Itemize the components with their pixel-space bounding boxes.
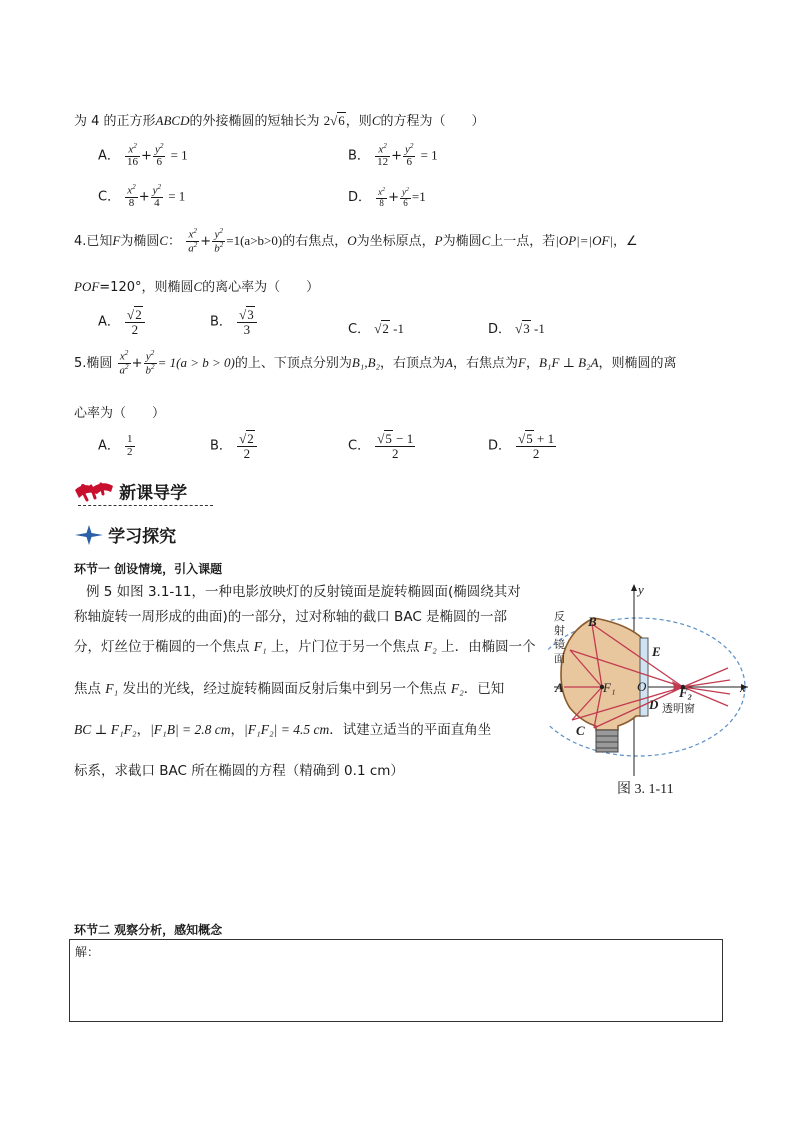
label-e: E [652, 644, 661, 659]
example-line1: 例 5 如图 3.1-11，一种电影放映灯的反射镜面是旋转椭圆面(椭圆绕其对 [86, 584, 521, 600]
q4-option-c[interactable]: C． √2 -1 [348, 321, 404, 337]
q5-option-d[interactable]: D． $\frac{√5 + 1}{2}$ [488, 431, 555, 461]
example-line2: 称轴旋转一周形成的曲面)的一部分，过对称轴的截口 BAC 是椭圆的一部 [74, 609, 508, 625]
q5-option-c[interactable]: C． $\frac{√5 - 1}{2}$ [348, 431, 414, 461]
lamp-body [561, 618, 644, 730]
answer-label: 解： [75, 945, 100, 959]
q3-option-c[interactable]: C． $\frac{x^2}{8}$ + $\frac{y^2}{4}$ = 1 [98, 183, 186, 210]
q3-option-a[interactable]: A． $\frac{x^2}{16}$ + $\frac{y^2}{6}$ = 1 [98, 142, 188, 169]
q5-stem-line2: 心率为（ ） [74, 406, 166, 421]
label-o: O [637, 679, 647, 694]
example-line6: 标系，求截口 BAC 所在椭圆的方程（精确到 0.1 cm） [74, 763, 404, 779]
label-mirror-4: 面 [554, 652, 565, 665]
brush-logo-icon [73, 478, 115, 504]
label-mirror-2: 射 [554, 624, 565, 637]
label-y: y [638, 582, 644, 597]
new-lesson-heading: 新课导学 [73, 478, 187, 504]
lamp-base [596, 730, 618, 752]
q3-option-d[interactable]: D． $\frac{x^2}{8}$ + $\frac{y^2}{6}$ =1 [348, 187, 426, 208]
q4-stem-line1: 4.已知F为椭圆C： $\frac{x^2}{a^2}$ + $\frac{y^2}{b^2}$ =1(a>b>0)的右焦点，O为坐标原点，P为椭圆C上一点，若|OP|=|OF|，∠ [74, 227, 638, 255]
q3-stem: 为 4 的正方形ABCD的外接椭圆的短轴长为 2√6，则C的方程为（ ） [74, 113, 485, 129]
q5-stem-line1: 5.椭圆 $\frac{x^2}{a^2}$ + $\frac{y^2}{b^2}$ = 1(a > b > 0)的上、下顶点分别为B₁,B₂，右顶点为A，右焦点为F，B₁F ⊥ B₂A，则椭圆的离 [74, 349, 677, 377]
q4-option-a[interactable]: A． $\frac{√2}{2}$ [98, 308, 146, 336]
label-mirror-3: 镜 [554, 638, 565, 651]
example-line4: 焦点 F₁ 发出的光线，经过旋转椭圆面反射后集中到另一个焦点 F₂．已知 [74, 681, 505, 697]
figure-caption: 图 3. 1-11 [617, 782, 674, 797]
label-a: A [555, 680, 564, 695]
q5-option-a[interactable]: A． $\frac{1}{2}$ [98, 433, 133, 458]
label-d: D [649, 697, 659, 712]
label-window: 透明窗 [662, 702, 695, 715]
example-line3: 分，灯丝位于椭圆的一个焦点 F₁ 上，片门位于另一个焦点 F₂ 上．由椭圆一个 [74, 639, 536, 655]
q4-option-d[interactable]: D． √3 -1 [488, 321, 545, 337]
label-f1: F₁ [603, 680, 616, 695]
star-icon [74, 524, 104, 546]
study-heading: 学习探究 [74, 522, 176, 547]
label-mirror-1: 反 [554, 610, 565, 623]
label-b: B [588, 614, 597, 629]
q3-option-b[interactable]: B． $\frac{x^2}{12}$ + $\frac{y^2}{6}$ = 1 [348, 142, 438, 169]
label-x: x [740, 680, 746, 695]
label-c: C [576, 723, 585, 738]
answer-box[interactable] [69, 939, 723, 1022]
q4-option-b[interactable]: B． $\frac{√3}{3}$ [210, 308, 258, 336]
heading-underline [78, 505, 213, 506]
lamp-ellipse-figure [548, 580, 754, 780]
section1-title: 环节一 创设情境，引入课题 [74, 562, 223, 576]
example-line5: BC ⊥ F₁F₂，|F₁B| = 2.8 cm，|F₁F₂| = 4.5 cm．试建立适当的平面直角坐 [74, 722, 492, 738]
label-f2: F₂ [679, 685, 693, 700]
section2-title: 环节二 观察分析，感知概念 [74, 923, 223, 937]
q4-stem-line2: POF=120°，则椭圆C的离心率为（ ） [74, 279, 320, 295]
q5-option-b[interactable]: B． $\frac{√2}{2}$ [210, 432, 258, 460]
